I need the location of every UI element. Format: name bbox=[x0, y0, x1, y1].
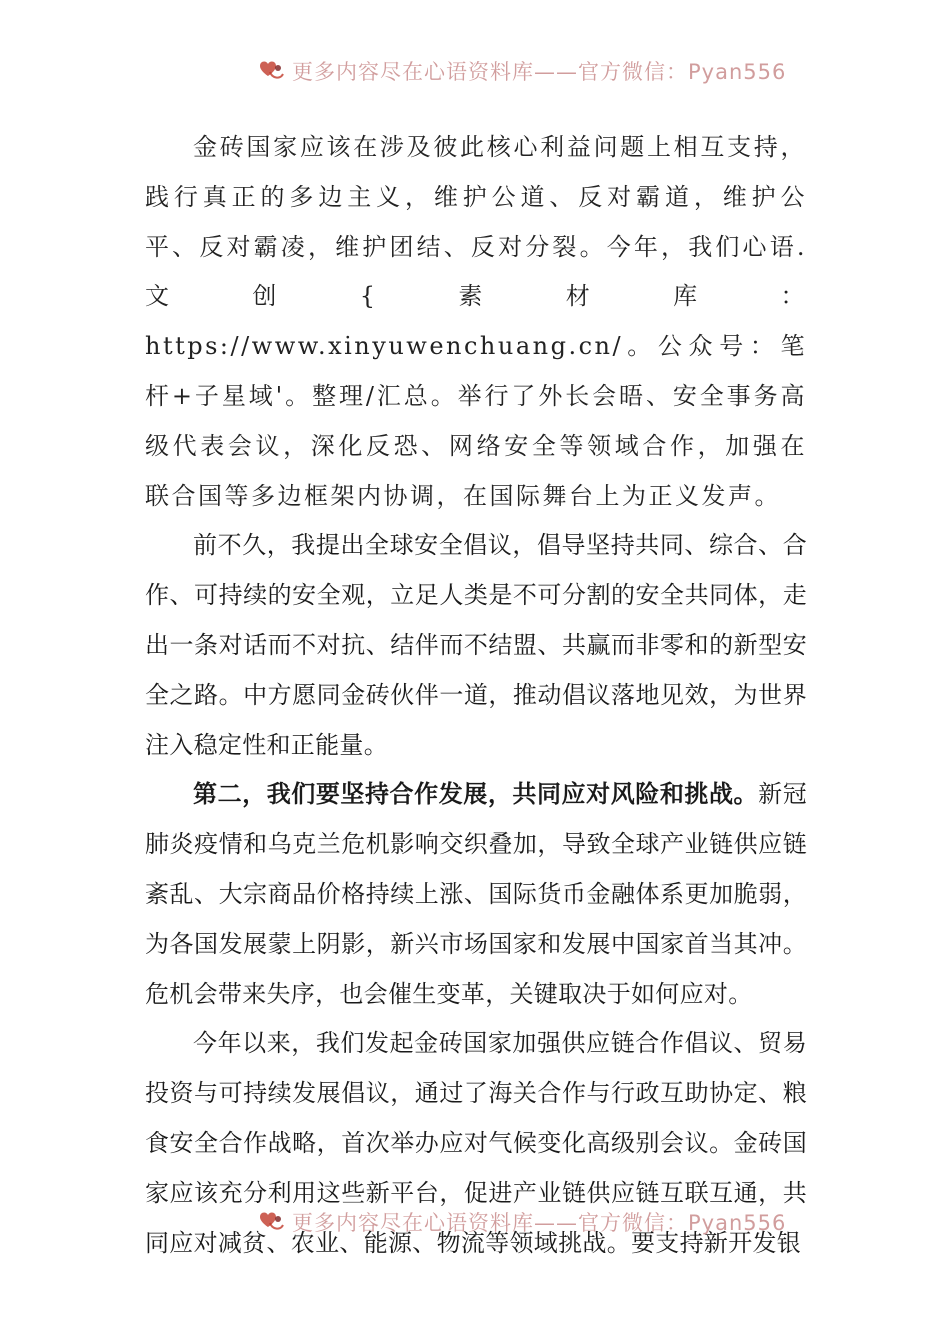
paragraph-3-body: 新冠肺炎疫情和乌克兰危机影响交织叠加，导致全球产业链供应链紊乱、大宗商品价格持续上涨、国际货币金融体系更加脆弱，为各国发展蒙上阴影，新兴市场国家和发展中国家首当其冲。危机会带来失序，也会催生变革，关键取决于如何应对。 bbox=[145, 780, 807, 1008]
paragraph-1: 金砖国家应该在涉及彼此核心利益问题上相互支持，践行真正的多边主义，维护公道、反对霸道，维护公平、反对霸凌，维护团结、反对分裂。今年，我们心语.文创{素材库：https://www.xinyuwenchuang.cn/。公众号：笔杆+子星域'。整理/汇总。举行了外长会晤、安全事务高级代表会议，深化反恐、网络安全等领域合作，加强在联合国等多边框架内协调，在国际舞台上为正义发声。 bbox=[145, 133, 807, 510]
paragraph-3 bbox=[145, 770, 807, 1019]
header-watermark bbox=[0, 52, 950, 86]
watermark-text: 更多内容尽在心语资料库——官方微信：Pyan556 bbox=[292, 60, 787, 84]
brand-logo-icon bbox=[256, 1209, 286, 1235]
paragraph-2: 前不久，我提出全球安全倡议，倡导坚持共同、综合、合作、可持续的安全观，立足人类是不可分割的安全共同体，走出一条对话而不对抗、结伴而不结盟、共赢而非零和的新型安全之路。中方愿同金砖伙伴一道，推动倡议落地见效，为世界注入稳定性和正能量。 bbox=[145, 531, 807, 759]
brand-logo-icon bbox=[256, 58, 286, 84]
watermark-text: 更多内容尽在心语资料库——官方微信：Pyan556 bbox=[292, 1211, 787, 1235]
paragraph-4: 今年以来，我们发起金砖国家加强供应链合作倡议、贸易投资与可持续发展倡议，通过了海关合作与行政互助协定、粮食安全合作战略，首次举办应对气候变化高级别会议。金砖国家应该充分利用这些新平台，促进产业链供应链互联互通，共同应对减贫、农业、能源、物流等领域挑战。要支持新开发银 bbox=[145, 1029, 807, 1257]
paragraph-3-lead: 第二，我们要坚持合作发展，共同应对风险和挑战。 bbox=[193, 780, 759, 809]
footer-watermark bbox=[0, 1203, 950, 1237]
document-body bbox=[145, 123, 807, 1268]
